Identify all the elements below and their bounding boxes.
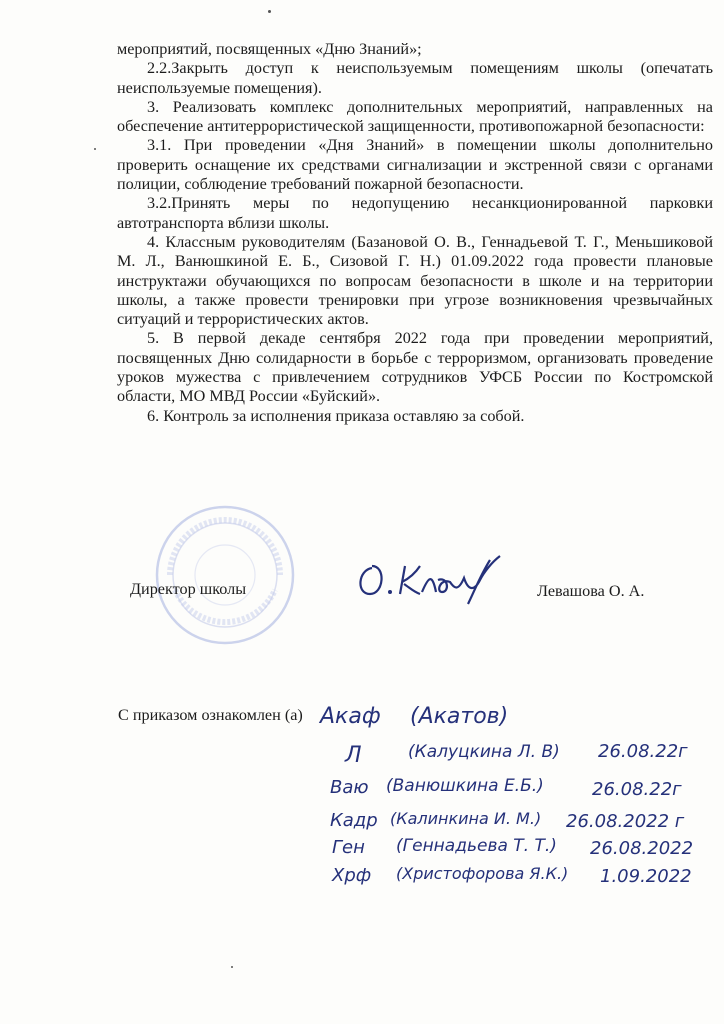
ack-entry-3-sign: Ваю bbox=[330, 777, 369, 798]
director-name: Левашова О. А. bbox=[537, 582, 645, 600]
ack-entry-1-sign: Акаф bbox=[320, 704, 381, 729]
ack-entry-3-date: 26.08.22г bbox=[592, 779, 682, 800]
ack-entry-6-sign: Хрф bbox=[332, 865, 372, 886]
ack-entry-3-name: (Ванюшкина Е.Б.) bbox=[386, 776, 544, 796]
ack-entry-2-date: 26.08.22г bbox=[598, 741, 688, 762]
ack-entry-5-date: 26.08.2022 bbox=[590, 838, 694, 859]
scan-speck bbox=[94, 148, 96, 150]
scan-speck bbox=[268, 10, 271, 13]
ack-entry-4-date: 26.08.2022 г bbox=[566, 811, 685, 832]
paragraph-3-2: 3.2.Принять меры по недопущению несанкционированной парковки автотранспорта вблизи школы. bbox=[117, 194, 713, 232]
ack-entry-6 bbox=[331, 864, 692, 887]
scan-speck bbox=[231, 966, 233, 968]
paragraph-6: 6. Контроль за исполнения приказа оставляю за собой. bbox=[147, 406, 525, 425]
ack-entry-4 bbox=[330, 809, 685, 832]
ack-entry-6-name: (Христофорова Я.К.) bbox=[396, 864, 569, 883]
ack-entry-2-sign: Л bbox=[345, 743, 362, 768]
paragraph-1-end: мероприятий, посвященных «Дню Знаний»; bbox=[117, 40, 422, 58]
acknowledgement-label: С приказом ознакомлен (а) bbox=[118, 706, 303, 724]
ack-entry-6-date: 1.09.2022 bbox=[600, 866, 692, 887]
ack-entry-3 bbox=[330, 776, 682, 800]
ack-entry-1 bbox=[318, 704, 508, 729]
ack-entry-1-name: (Акатов) bbox=[410, 704, 509, 729]
ack-entry-2-name: (Калуцкина Л. В) bbox=[408, 742, 560, 762]
paragraph-3-1: 3.1. При проведении «Дня Знаний» в помещении школы дополнительно проверить оснащение их средствами сигнализации и экстренной связи с органами полиции, соблюдение требований пожарной безопасности. bbox=[117, 136, 713, 194]
paragraph-2-2: 2.2.Закрыть доступ к неиспользуемым помещениям школы (опечатать неиспользуемые помещения). bbox=[117, 59, 713, 97]
ack-entry-4-name: (Калинкина И. М.) bbox=[390, 809, 542, 828]
director-title: Директор школы bbox=[130, 580, 247, 598]
ack-entry-4-sign: Кадр bbox=[330, 810, 378, 831]
ack-entry-5-name: (Геннадьева Т. Т.) bbox=[396, 836, 557, 856]
paragraph-5: 5. В первой декаде сентября 2022 года при проведении мероприятий, посвященных Дню солидарности в борьбе с терроризмом, организовать проведение уроков мужества с привлечением сотрудников УФСБ России по Костромской области, МО МВД России «Буйский». bbox=[117, 329, 713, 406]
paragraph-3: 3. Реализовать комплекс дополнительных мероприятий, направленных на обеспечение антитеррористической защищенности, противопожарной безопасности: bbox=[117, 97, 713, 136]
ack-entry-5 bbox=[332, 836, 693, 859]
paragraph-4: 4. Классным руководителям (Базановой О. В., Геннадьевой Т. Г., Меньшиковой М. Л., Ванюшкиной Е. Б., Сизовой Г. Н.) 01.09.2022 года провести плановые инструктажи обучающихся по вопросам безопасности в школе и на территории школы, а также провести тренировки при угрозе возникновения чрезвычайных ситуаций и террористических актов. bbox=[117, 232, 713, 329]
ack-entry-2 bbox=[344, 741, 688, 768]
ack-entry-5-sign: Ген bbox=[332, 837, 365, 858]
